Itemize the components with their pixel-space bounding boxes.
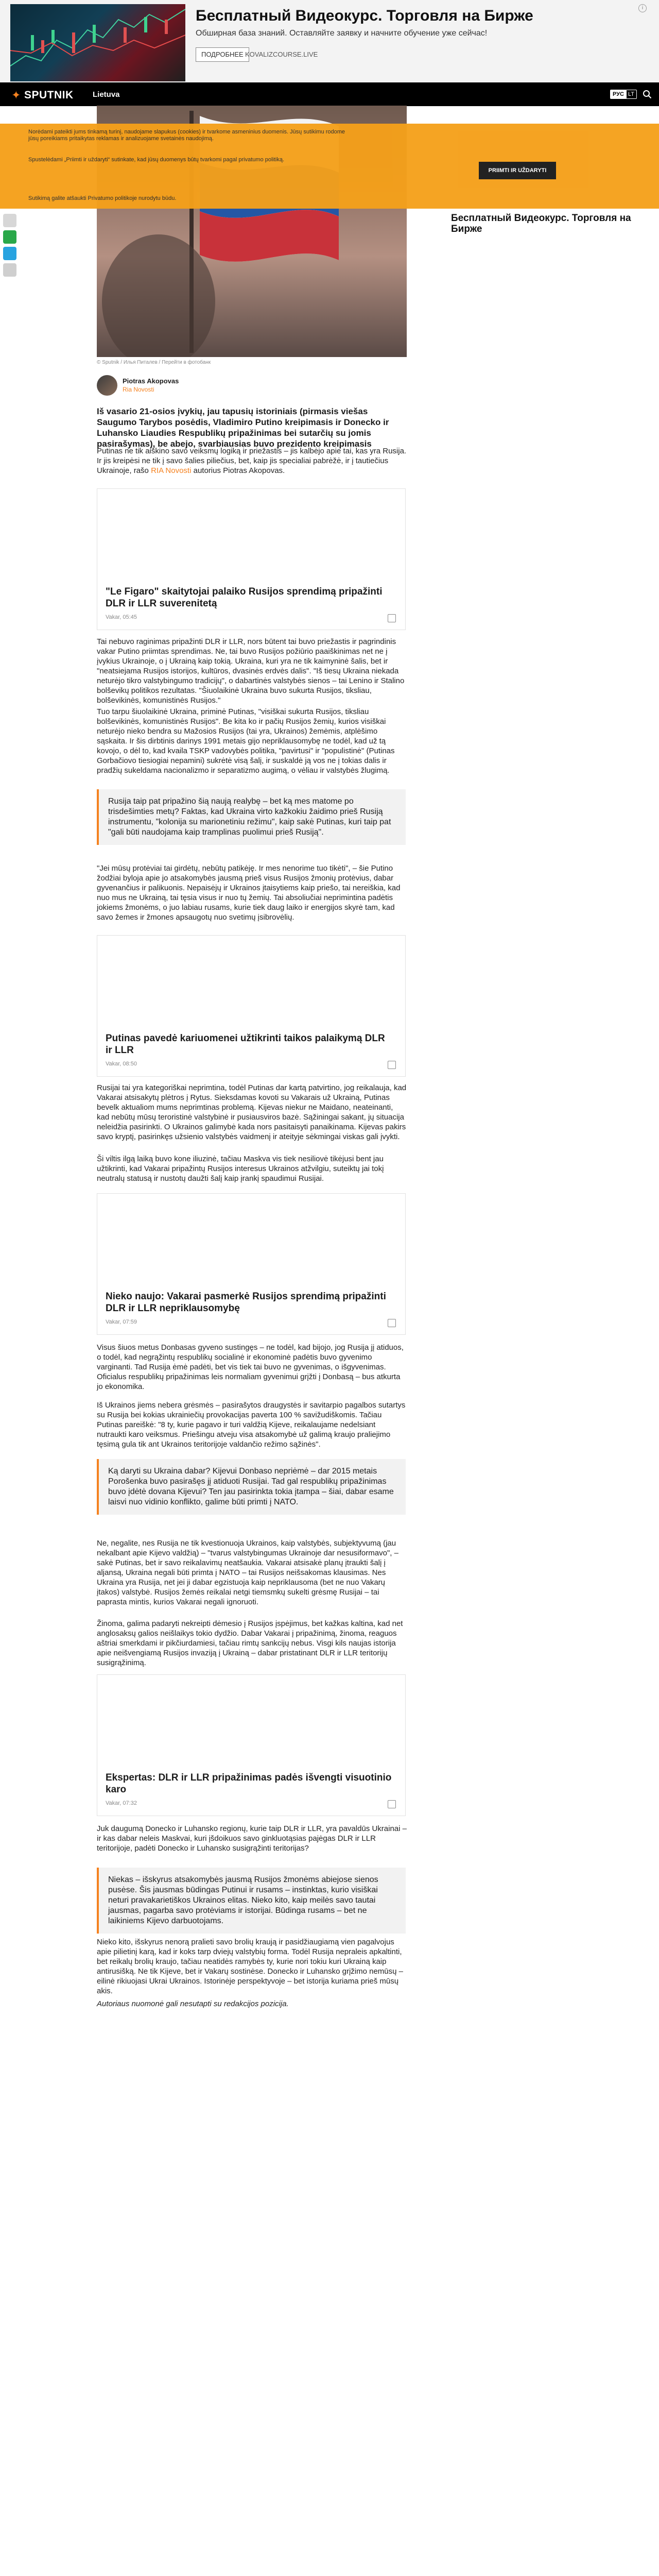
- site-header: [0, 82, 659, 106]
- card-title[interactable]: Putinas pavedė kariuomenei užtikrinti taikos palaikymą DLR ir LLR: [106, 1033, 385, 1056]
- article-paragraph: "Jei mūsų protėviai tai girdėtų, nebūtų patikėję. Ir mes nenorime tuo tikėti", – šie Putino žodžiai byloja apie jo atsakomybės jausmą prieš visus Rusijos žmonių protėvius, dabar gyvenančius ir palikuonis. Nepaisėjų ir Ukrainos įtaisytiems kaip priešo, tai nereiškia, kad nuo mus ne Ukrainą, tai tęsia visus ir nuo tų žemių. Tai absoliučiai neprimintina padėtis jokiems žmonėms, o juo labiau rusams, kurie tiek daug laiko ir energijos skyrė tam, kad savo žemes ir žmones apsaugotų nuo svetimų įsibrovėlių.: [97, 864, 401, 922]
- sidebar-advertisement[interactable]: [451, 183, 647, 244]
- cookie-text-3[interactable]: Sutikimą galite atšaukti Privatumo politikoje nurodytu būdu.: [28, 195, 177, 201]
- share-telegram-icon[interactable]: [3, 247, 16, 260]
- share-vk-button[interactable]: [3, 214, 16, 227]
- accept-cookies-button[interactable]: PRIIMTI IR UŽDARYTI: [479, 162, 556, 179]
- sidebar-ad-title[interactable]: Бесплатный Видеокурс. Торговля на Бирже: [451, 213, 631, 234]
- search-icon[interactable]: [643, 90, 652, 99]
- author-source[interactable]: Ria Novosti: [123, 386, 154, 393]
- article-paragraph: Tai nebuvo raginimas pripažinti DLR ir LLR, nors būtent tai buvo priežastis ir pagrindinis vakar Putino priimtas sprendimas. Ne, tai buvo Rusijos požiūrio paaiškinimas net ne į įvykius Ukrainoje, o į Ukrainą kaip tokią. Ukraina, kuri yra ne tik kaimyninė šalis, bet ir "neatsiejama Rusijos istorijos, kultūros, dvasinės erdvės dalis". "Iš tiesų Ukraina niekada neturėjo tikro valstybingumo tradicijų", o dabartinės valstybės sienos – tai Lenino ir Stalino bolševikų politikos rezultatas. "Šiuolaikinė Ukraina buvo sukurta Rusijos, tiksliau, bolševikinės, komunistinės Rusijos.": [97, 637, 405, 705]
- author-disclaimer: Autoriaus nuomonė gali nesutapti su redakcijos pozicija.: [97, 1999, 289, 2008]
- article-paragraph: Rusijai tai yra kategoriškai neprimtina, todėl Putinas dar kartą patvirtino, jog reikalauja, kad Vakarai atsisakytų plėtros į Rytus. Sieksdamas kovoti su Vakarais už Ukrainą, Putinas bevelk aktualiom mums neprimtinas problemą. Kijevas niekur ne Maidano, neateinanti, kad nebūtų mūsų teroristinė valstybinė ir pusiausviros bazė. Sąžiningai sakant, jų situacija neleidžia pasirinkti. O Ukrainos galimybė kada nors pasitaisyti panaikinama. Kijevas pakirs savo kryptį, pasirinkęs užsienio valstybės vaidmenį ir ateityje sėkmingai viskas gali įvykti.: [97, 1083, 407, 1141]
- card-image: [97, 936, 405, 1026]
- article-quote: Niekas – išskyrus atsakomybės jausmą Rusijos žmonėms abiejose sienos pusėse. Šis jausmas būdingas Putinui ir rusams – instinktas, kurio visiškai neturi pravakarietiškos Ukrainos elitas. Nieko kito, kaip meilės savo tautai jausmas, pagarba savo protėviams ir istorijai. Būdinga rusams – bet ne laikiniems Kijevo darbuotojams.: [97, 1868, 406, 1934]
- cookie-text-1: Norėdami pateikti jums tinkamą turinį, naudojame slapukus (cookies) ir tvarkome asmeninius duomenis. Jūsų sutikimu rodome jūsų poreikiams pritaikytas reklamas ir analizuojame svetainės naudojimą.: [28, 129, 345, 142]
- article-paragraph: Ne, negalite, nes Rusija ne tik kvestionuoja Ukrainos, kaip valstybės, subjektyvumą (jau nekalbant apie Kijevo valdžią) – "tvarus valstybingumas Ukrainoje dar nesusiformavo", – sakė Putinas, bet ir savo reikalavimų neatšaukia. Vakarai atsisakė planų įtraukti šalį į aljansą, Ukraina negali būti primta į NATO – tai Rusijos neišsakomas klausimas. Nes Ukraina yra Rusija, net jei ji dabar egzistuoja kaip nepriklausoma (bet ne nuo Vakarų įtakos) valstybė. Rusijos žemės reikalai netgi tiemsmkų sukelti grėsmę Rusijai – tai paprasta mintis, kurios Vakarai negali ignoruoti.: [97, 1539, 398, 1606]
- share-copy-link-icon[interactable]: [3, 263, 16, 277]
- related-article-card[interactable]: [97, 1674, 406, 1816]
- article-lead: Iš vasario 21-osios įvykių, jau tapusių istoriniais (pirmasis viešas Saugumo Tarybos posėdis, Vladimiro Putino kreipimasis ir Donecko ir Luhansko Liaudies Respublikų pripažinimas bei sutarčių su jomis pasirašymas), be abejo, svarbiausias buvo prezidento kreipimasis: [97, 406, 389, 449]
- ad-title[interactable]: Бесплатный Видеокурс. Торговля на Бирже: [196, 7, 533, 24]
- article-author[interactable]: [97, 375, 179, 396]
- share-whatsapp-icon[interactable]: [3, 230, 16, 244]
- card-image: [97, 489, 405, 579]
- sputnik-logo[interactable]: ✦ SPUTNIK: [11, 89, 74, 101]
- card-title[interactable]: Nieko naujo: Vakarai pasmerkė Rusijos sprendimą pripažinti DLR ir LLR nepriklausomybę: [106, 1291, 386, 1314]
- ad-info-icon[interactable]: i: [638, 4, 647, 12]
- language-rus-button[interactable]: РУС: [610, 90, 627, 99]
- avatar: [97, 375, 117, 396]
- article-paragraph: Iš Ukrainos jiems nebera grėsmės – pasirašytos draugystės ir savitarpio pagalbos sutartys su Rusija bei kokias ukrainiečių provokacijas paverta 100 % savižudiškomis. Tačiau Putinas pareiškė: "8 ty, kurie pagavo ir turi valdžią Kijeve, reikalaujame nedelsiant nutraukti karo veiksmus. Priešingu atveju visa atsakomybė už galimą kraujo praliejimo tęsimą gula tik ant Ukrainos teritorijoje valdančio režimo sąžinės".: [97, 1401, 406, 1449]
- external-link-icon[interactable]: [388, 1061, 396, 1069]
- card-title[interactable]: Ekspertas: DLR ir LLR pripažinimas padės išvengti visuotinio karo: [106, 1772, 392, 1795]
- article-quote: Rusija taip pat pripažino šią naują realybę – bet ką mes matome po trisdešimties metų? Faktas, kad Ukraina virto kažkokiu žaidimo prieš Rusiją instrumentu, "kolonija su marionetiniu režimu", kaip sakė Putinas, kuri taip pat "gali būti naudojama kaip tramplinas puolimui prieš Rusiją".: [97, 789, 406, 845]
- article-paragraph: Putinas ne tik aiškino savo veiksmų logiką ir priežastis – jis kalbėjo apie tai, kas yra Rusija. Ir jis kreipėsi ne tik į savo šalies piliečius, bet, kaip jis specialiai pabrėžė, ir į tautiečius Ukrainoje, rašo RIA Novosti autorius Piotras Akopovas.: [97, 447, 407, 475]
- card-image: [97, 1675, 405, 1765]
- edition-label[interactable]: Lietuva: [93, 90, 120, 99]
- sputnik-star-icon: ✦: [11, 89, 21, 101]
- article-paragraph: Tuo tarpu šiuolaikinė Ukraina, priminė Putinas, "visiškai sukurta Rusijos, tiksliau bolševikinės, komunistinės Rusijos". Be kita ko ir pačių Rusijos žemių, kurios visiškai neturėjo nieko bendra su Mažosios Rusijos (tai yra, Ukrainos) žemėmis, atplėšimo sąskaita. Ir šis dirbtinis darinys 1991 metais gijo nepriklausomybę ne todėl, kad už tą kovojo, o dėl to, kad kvaila TSKP vadovybės politika, "pavirtusi" ir "populistinė" (Putinas Gorbačiovo tiesiogiai nepamini) sukrėtė visą šalį, ir suskaldė ją vos ne į tokias dalis ir pradžių sukeldama nacionalizmo ir separatizmo augimą, o vėliau ir valstybės žlugimą.: [97, 707, 395, 775]
- cookie-banner: [0, 124, 659, 188]
- card-title[interactable]: "Le Figaro" skaitytojai palaiko Rusijos sprendimą pripažinti DLR ir LLR suverenitetą: [106, 586, 383, 609]
- card-time: Vakar, 07:32: [106, 1800, 137, 1806]
- external-link-icon[interactable]: [388, 1319, 396, 1327]
- ad-domain[interactable]: KOVALIZCOURSE.LIVE: [245, 50, 318, 58]
- card-time: Vakar, 07:59: [106, 1319, 137, 1325]
- card-image: [97, 1194, 405, 1284]
- card-time: Vakar, 05:45: [106, 614, 137, 620]
- article-quote: Ką daryti su Ukraina dabar? Kijevui Donbaso nepriėmė – dar 2015 metais Porošenka buvo pasirašęs jį atiduoti Rusijai. Tad gal respublikų pripažinimas buvo įdėtė dovana Kijevui? Ten jau pasirinkta tokia įtampa – šiai, dabar esame laisvi nuo vidinio konflikto, galime būti primti į NATO.: [97, 1459, 406, 1515]
- external-link-icon[interactable]: [388, 614, 396, 622]
- ria-novosti-link[interactable]: RIA Novosti: [151, 466, 192, 475]
- article-paragraph: Juk daugumą Donecko ir Luhansko regionų, kurie taip DLR ir LLR, yra pavaldūs Ukrainai – ir kas dabar neleis Maskvai, kuri įšdoikuos savo ginkluotąsias pajėgas DLR ir LLR teritorijoje, padėti Donecko ir Luhansko susigrąžinti teritorijas?: [97, 1824, 407, 1853]
- ad-chart-image: [10, 4, 185, 81]
- ad-text: Обширная база знаний. Оставляйте заявку и начните обучение уже сейчас!: [196, 29, 488, 38]
- card-time: Vakar, 08:50: [106, 1061, 137, 1067]
- related-article-card[interactable]: [97, 1193, 406, 1335]
- article-paragraph: Nieko kito, išskyrus nenorą pralieti savo brolių kraują ir pasidžiaugiamą vien pagalvojus apie pilietinį karą, kad ir koks tarp dviejų valstybių forma. Todėl Rusija nepraleis apkaltinti, bet reikalų brolių kraujo, tačiau neatidės ramybės ty, kurie nori tokiu kuri Ukrainą kaip antirusišką. Ne tik Kijeve, bet ir Vakarų sostinėse. Donecko ir Luhansko grįžimo nemūsų – eilinė rikiuojasi Ukrai Ukrainos. Istorinėje perspektyvoje – bet istorija kuriama prieš mūsų akis.: [97, 1938, 403, 1995]
- article-paragraph: Žinoma, galima padaryti nekreipti dėmesio į Rusijos įspėjimus, bet kažkas kaltina, kad net anglosaksų galios neišlaikys tokio dydžio. Dabar Vakarai į pripažinimą, žinoma, reaguos aštriai smerkdami ir pikčiurdamiesi, tačiau rimtų sankcijų nebus. Visgi kils naujas istorija apie neišvengiamą Rusijos invaziją į Ukrainą – dabar pristatinant DLR ir LLR teritorijų susigrąžinimą.: [97, 1619, 403, 1667]
- language-lt-button[interactable]: LT: [626, 90, 637, 99]
- author-name[interactable]: Piotras Akopovas: [123, 377, 179, 385]
- article-paragraph: Visus šiuos metus Donbasas gyveno sustingęs – ne todėl, kad bijojo, jog Rusija jį atiduos, o todėl, kad negrąžintų respublikų socialinė ir ekonominė padėtis buvo gyvenimo varginanti. Tad Rusija ėmė padėti, bet vis tiek tai buvo ne gyvenimas, o išgyvenimas. Oficialus respublikų pripažinimas leis normaliam gyvenimui grįžti į Donbasą – bus atkurta jo ekonomika.: [97, 1343, 404, 1391]
- cookie-text-2: Spustelėdami „Priimti ir uždaryti“ sutinkate, kad jūsų duomenys būtų tvarkomi pagal privatumo politiką.: [28, 157, 285, 163]
- external-link-icon[interactable]: [388, 1800, 396, 1808]
- related-article-card[interactable]: [97, 488, 406, 630]
- ad-details-button[interactable]: ПОДРОБНЕЕ: [196, 47, 249, 62]
- related-article-card[interactable]: [97, 935, 406, 1077]
- article-paragraph: Ši viltis ilgą laiką buvo kone iliuzinė, tačiau Maskva vis tiek nesiliovė tikėjusi bent jau užtikrinti, kad Vakarai pripažintų Rusijos interesus Ukrainos atžvilgiu, suteiktų jai tokį neutralų statusą ir nustotų daužti šalį kaip įrankį spaudimui Rusijai.: [97, 1155, 384, 1183]
- top-advertisement[interactable]: [0, 0, 659, 82]
- image-caption[interactable]: © Sputnik / Илья Питалев / Перейти в фотобанк: [97, 360, 211, 365]
